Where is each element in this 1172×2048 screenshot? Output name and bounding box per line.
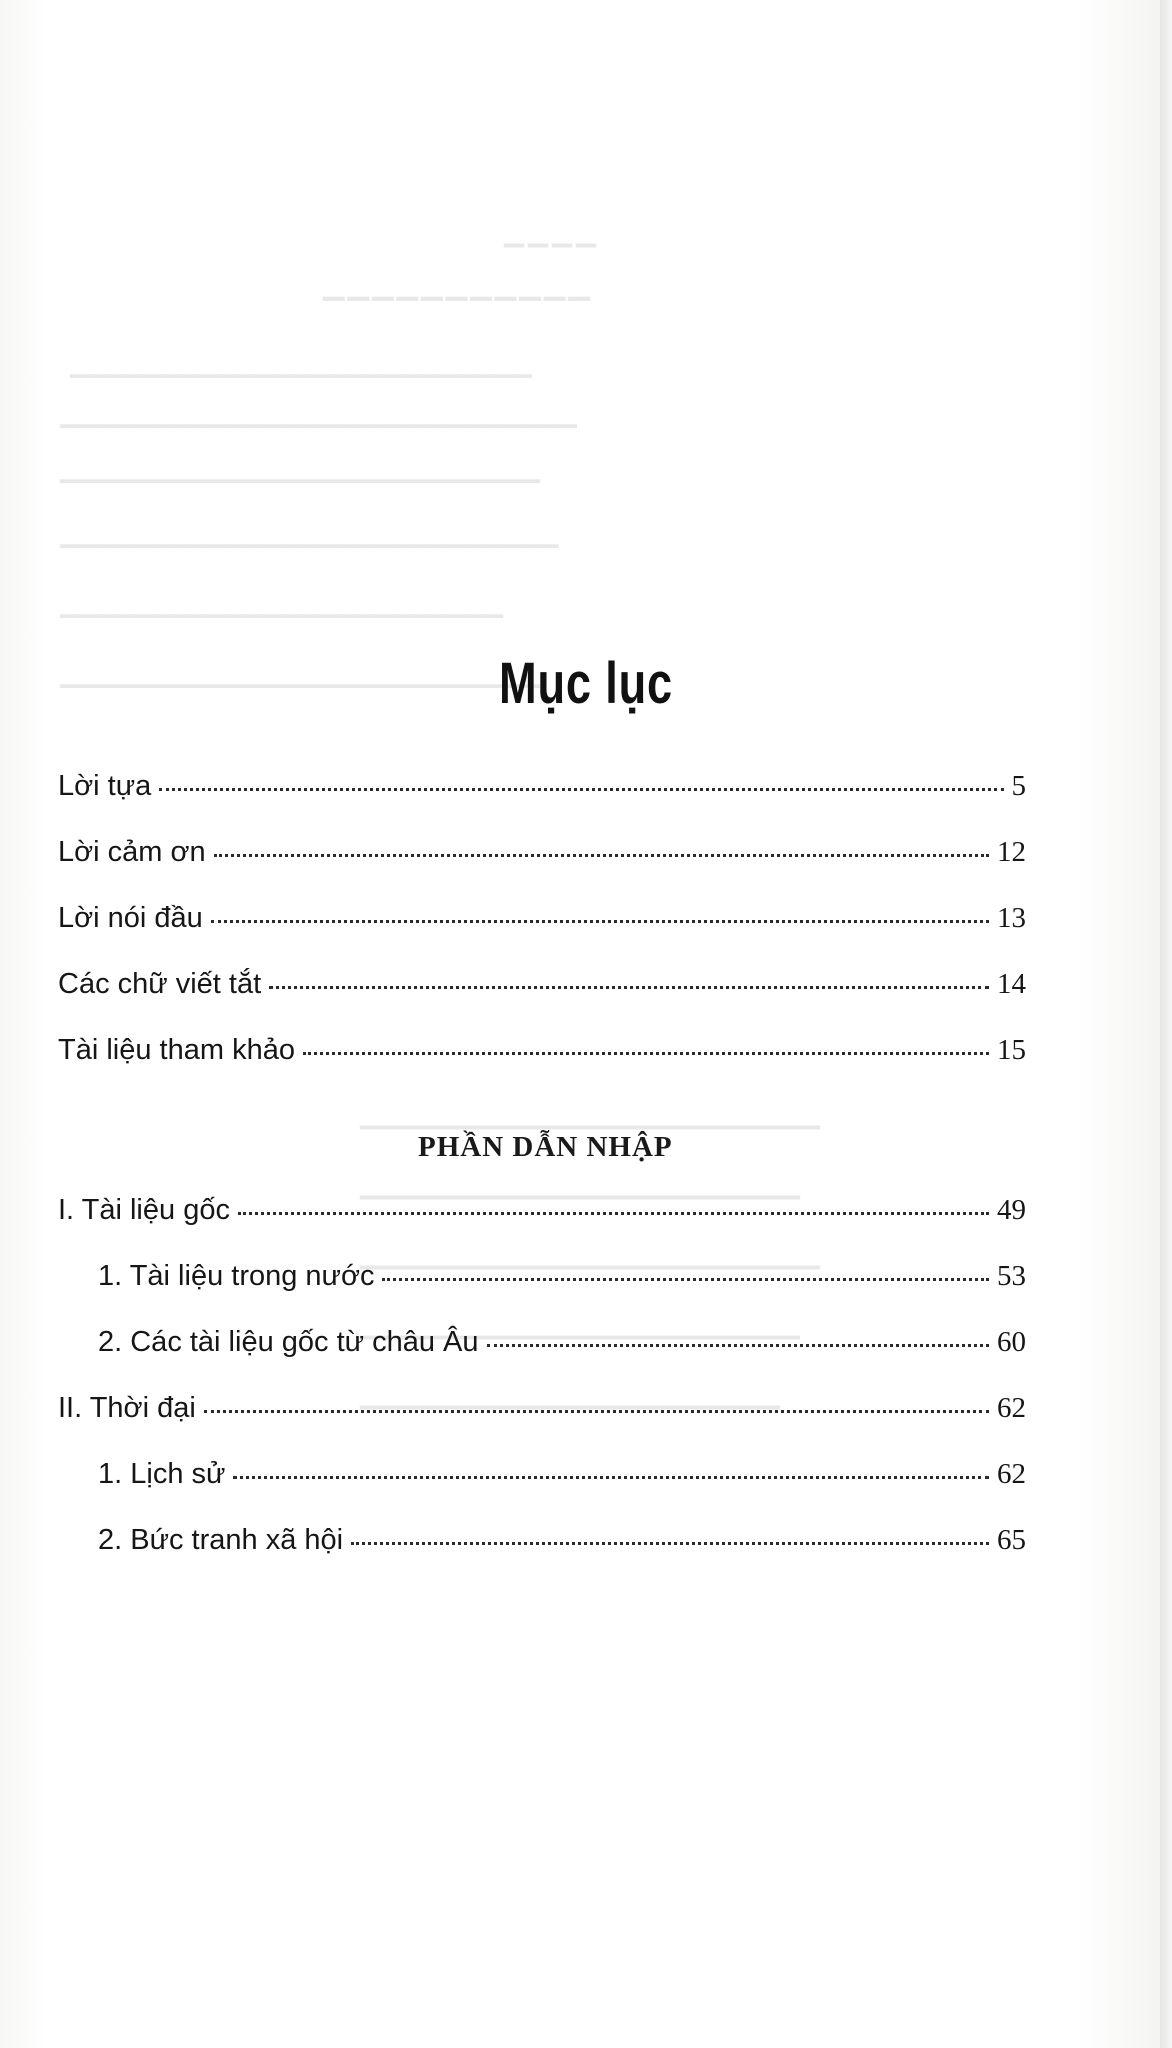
toc-entry-page-number: 53: [997, 1260, 1026, 1292]
dot-leader: [487, 1344, 989, 1347]
toc-entry-label: Lời tựa: [58, 770, 152, 802]
dot-leader: [351, 1542, 989, 1545]
toc-entry-page-number: 60: [997, 1326, 1026, 1358]
dot-leader: [159, 788, 1003, 791]
toc-entry: [58, 770, 1026, 836]
toc-entry-page-number: 13: [997, 902, 1026, 934]
toc-entry-label: 2. Các tài liệu gốc từ châu Âu: [98, 1326, 479, 1358]
toc-entry-page-number: 62: [997, 1392, 1026, 1424]
toc-entry-label: Lời nói đầu: [58, 902, 203, 934]
bleed-through-mark: ▁▁▁▁▁▁▁▁▁▁▁▁▁▁▁▁▁▁▁▁▁▁▁▁: [60, 592, 503, 618]
bleed-through-mark: ▁▁▁▁▁▁▁▁▁▁▁▁▁▁▁▁▁▁▁▁▁▁▁▁▁▁: [60, 662, 540, 688]
bleed-through-mark: ▁▁▁▁▁▁▁▁▁▁▁▁▁▁▁▁▁▁▁▁▁: [360, 1380, 780, 1409]
dot-leader: [233, 1476, 989, 1479]
toc-entry: [58, 1260, 1026, 1326]
bleed-through-mark: ▁▁▁▁▁▁▁▁▁▁▁▁▁▁▁▁▁▁▁▁▁▁▁: [360, 1100, 820, 1129]
bleed-through-mark: ▁▁▁▁: [500, 218, 596, 247]
toc-entry: [58, 1194, 1026, 1260]
bleed-through-mark: ▁▁▁▁▁▁▁▁▁▁▁▁▁▁▁▁▁▁▁▁▁▁: [360, 1170, 800, 1199]
toc-entry-page-number: 62: [997, 1458, 1026, 1490]
toc-entry-label: Các chữ viết tắt: [58, 968, 262, 1000]
toc-entry-label: 1. Tài liệu trong nước: [98, 1260, 375, 1292]
dot-leader: [382, 1278, 989, 1281]
dot-leader: [211, 920, 989, 923]
dot-leader: [303, 1052, 989, 1055]
toc-entry-label: 1. Lịch sử: [98, 1458, 226, 1490]
toc-entry-page-number: 12: [997, 836, 1026, 868]
section-entries-list: [58, 1194, 1026, 1590]
page-edge-shadow: [1160, 0, 1172, 2048]
dot-leader: [214, 854, 989, 857]
dot-leader: [238, 1212, 989, 1215]
toc-entry: [58, 1392, 1026, 1458]
table-of-contents: [58, 770, 1026, 1590]
toc-entry-label: Lời cảm ơn: [58, 836, 206, 868]
bleed-through-mark: ▁▁▁▁▁▁▁▁▁▁▁▁▁▁▁▁▁▁▁▁▁▁▁▁▁▁▁: [60, 522, 559, 548]
bleed-through-mark: ▁▁▁▁▁▁▁▁▁▁▁▁▁▁▁▁▁▁▁▁▁▁▁▁▁▁▁▁: [60, 402, 577, 428]
toc-entry-label: Tài liệu tham khảo: [58, 1034, 295, 1066]
toc-entry: [58, 1458, 1026, 1524]
bleed-through-mark: ▁▁▁▁▁▁▁▁▁▁▁▁▁▁▁▁▁▁▁▁▁▁▁▁▁: [70, 352, 532, 378]
dot-leader: [204, 1410, 989, 1413]
toc-entry: [58, 968, 1026, 1034]
section-heading: PHẦN DẪN NHẬP: [418, 1131, 673, 1163]
toc-entry-label: 2. Bức tranh xã hội: [98, 1524, 344, 1556]
bleed-through-mark: ▁▁▁▁▁▁▁▁▁▁▁▁▁▁▁▁▁▁▁▁▁▁: [360, 1310, 800, 1339]
toc-entry-page-number: 65: [997, 1524, 1026, 1556]
toc-entry: [58, 1326, 1026, 1392]
page-title: Mục lục: [499, 651, 673, 716]
front-matter-list: [58, 770, 1026, 1100]
toc-entry-page-number: 15: [997, 1034, 1026, 1066]
bleed-through-mark: ▁▁▁▁▁▁▁▁▁▁▁▁▁▁▁▁▁▁▁▁▁▁▁▁▁▁: [60, 457, 540, 483]
bleed-through-mark: ▁▁▁▁▁▁▁▁▁▁▁▁▁▁▁▁▁▁▁▁▁▁▁: [360, 1240, 820, 1269]
bleed-through-mark: ▁▁▁▁▁▁▁▁▁▁▁: [320, 270, 590, 301]
toc-entry-label: II. Thời đại: [58, 1392, 196, 1424]
toc-entry-page-number: 49: [997, 1194, 1026, 1226]
toc-entry: [58, 1034, 1026, 1100]
toc-entry: [58, 1524, 1026, 1590]
toc-entry: [58, 836, 1026, 902]
toc-entry-label: I. Tài liệu gốc: [58, 1194, 230, 1226]
toc-entry-page-number: 5: [1011, 770, 1026, 802]
dot-leader: [269, 986, 989, 989]
toc-entry-page-number: 14: [997, 968, 1026, 1000]
toc-entry: [58, 902, 1026, 968]
